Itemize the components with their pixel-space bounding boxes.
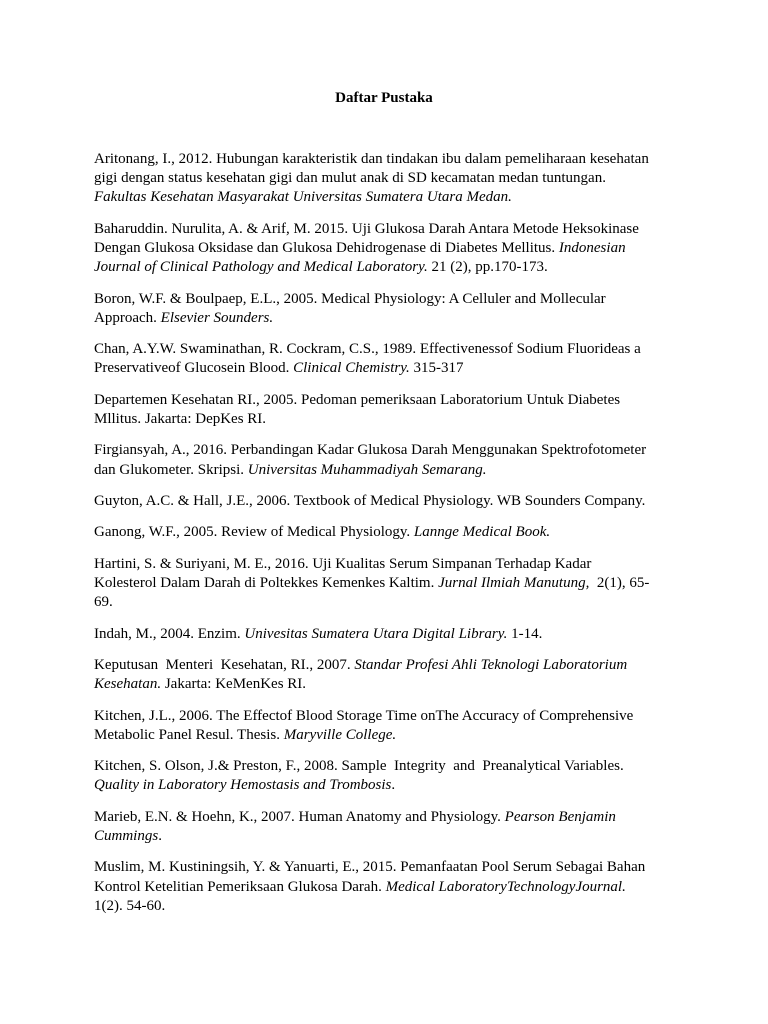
- reference-text: Departemen Kesehatan RI., 2005. Pedoman pemeriksaan Laboratorium Untuk Diabetes: [94, 391, 621, 408]
- reference-text: Boron, W.F. & Boulpaep, E.L., 2005. Medical Physiology: A Celluler and Mollecular: [94, 290, 606, 307]
- reference-text: 315-317: [409, 360, 464, 377]
- reference-source-text: Kesehatan.: [94, 676, 162, 693]
- reference-text: 69.: [94, 594, 113, 611]
- reference-entry: [94, 858, 672, 916]
- reference-list: [94, 150, 672, 928]
- reference-entry: [94, 808, 672, 846]
- reference-entry: [94, 707, 672, 745]
- reference-text: 2(1), 65-: [589, 574, 650, 591]
- reference-text: Jakarta: KeMenKes RI.: [161, 676, 307, 693]
- reference-text: Approach.: [94, 309, 161, 326]
- reference-text: Kitchen, S. Olson, J.& Preston, F., 2008. Sample Integrity and Preanalytical Variables.: [94, 758, 624, 775]
- reference-text: Ganong, W.F., 2005. Review of Medical Physiology.: [94, 524, 414, 541]
- reference-text: Marieb, E.N. & Hoehn, K., 2007. Human Anatomy and Physiology.: [94, 808, 505, 825]
- reference-entry: [94, 441, 672, 479]
- reference-text: Kitchen, J.L., 2006. The Effectof Blood Storage Time onThe Accuracy of Comprehensive: [94, 707, 634, 724]
- reference-text: Metabolic Panel Resul. Thesis.: [94, 726, 284, 743]
- reference-text: Dengan Glukosa Oksidase dan Glukosa Dehidrogenase di Diabetes Mellitus.: [94, 240, 559, 256]
- reference-entry: [94, 625, 672, 644]
- reference-source-text: Cummings: [94, 827, 159, 844]
- reference-entry: [94, 656, 672, 694]
- reference-text: Hartini, S. & Suriyani, M. E., 2016. Uji Kualitas Serum Simpanan Terhadap Kadar: [94, 555, 592, 572]
- reference-text: .: [391, 777, 396, 794]
- reference-source-text: Elsevier Sounders.: [160, 309, 274, 326]
- reference-source-text: Universitas Muhammadiyah Semarang.: [247, 461, 487, 478]
- reference-entry: [94, 150, 672, 208]
- reference-text: Aritonang, I., 2012. Hubungan karakteristik dan tindakan ibu dalam pemeliharaan kesehatan: [94, 151, 649, 167]
- reference-text: Muslim, M. Kustiningsih, Y. & Yanuarti, E., 2015. Pemanfaatan Pool Serum Sebagai Bahan: [94, 859, 646, 876]
- reference-entry: [94, 492, 672, 511]
- reference-text: 1-14.: [507, 625, 543, 642]
- reference-text: Firgiansyah, A., 2016. Perbandingan Kadar Glukosa Darah Menggunakan Spektrofotometer: [94, 442, 647, 459]
- reference-source-text: Indonesian: [558, 240, 626, 256]
- reference-text: gigi dengan status kesehatan gigi dan mulut anak di SD kecamatan medan tuntungan.: [94, 170, 606, 187]
- reference-text: Indah, M., 2004. Enzim.: [94, 625, 245, 642]
- reference-text: Mllitus. Jakarta: DepKes RI.: [94, 410, 267, 427]
- reference-source-text: Quality in Laboratory Hemostasis and Trombosis: [94, 777, 392, 794]
- reference-text: Guyton, A.C. & Hall, J.E., 2006. Textbook of Medical Physiology. WB Sounders Company.: [94, 492, 646, 509]
- reference-source-text: Standar Profesi Ahli Teknologi Laboratorium: [354, 656, 628, 673]
- reference-text: Kontrol Ketelitian Pemeriksaan Glukosa Darah.: [94, 878, 386, 895]
- reference-source-text: Lannge Medical Book.: [413, 524, 551, 541]
- reference-text: Preservativeof Glucosein Blood.: [94, 360, 294, 377]
- reference-source-text: Pearson Benjamin: [504, 808, 616, 825]
- reference-source-text: Maryville College.: [283, 726, 397, 743]
- reference-text: .: [158, 827, 162, 844]
- reference-source-text: Fakultas Kesehatan Masyarakat Universitas Sumatera Utara Medan.: [94, 189, 512, 206]
- reference-entry: [94, 391, 672, 429]
- page-title: Daftar Pustaka: [335, 90, 433, 106]
- reference-text: dan Glukometer. Skripsi.: [94, 461, 248, 478]
- reference-source-text: Univesitas Sumatera Utara Digital Library.: [244, 625, 508, 642]
- reference-entry: [94, 555, 672, 613]
- reference-entry: [94, 290, 672, 328]
- reference-entry: [94, 340, 672, 378]
- reference-text: 21 (2), pp.170-173.: [427, 259, 548, 276]
- reference-text: 1(2). 54-60.: [94, 897, 166, 914]
- reference-entry: [94, 757, 672, 795]
- reference-text: Kolesterol Dalam Darah di Poltekkes Kemenkes Kaltim.: [94, 574, 439, 591]
- reference-source-text: Jurnal Ilmiah Manutung,: [438, 574, 590, 591]
- reference-text: Chan, A.Y.W. Swaminathan, R. Cockram, C.S., 1989. Effectivenessof Sodium Fluorideas a: [94, 341, 641, 358]
- reference-entry: [94, 523, 672, 542]
- reference-source-text: Clinical Chemistry.: [293, 360, 410, 377]
- reference-entry: [94, 220, 672, 278]
- reference-source-text: Medical LaboratoryTechnologyJournal.: [385, 878, 626, 895]
- reference-text: Keputusan Menteri Kesehatan, RI., 2007.: [94, 656, 355, 673]
- reference-source-text: Journal of Clinical Pathology and Medical Laboratory.: [94, 259, 428, 276]
- reference-text: Baharuddin. Nurulita, A. & Arif, M. 2015. Uji Glukosa Darah Antara Metode Heksokinase: [94, 220, 639, 237]
